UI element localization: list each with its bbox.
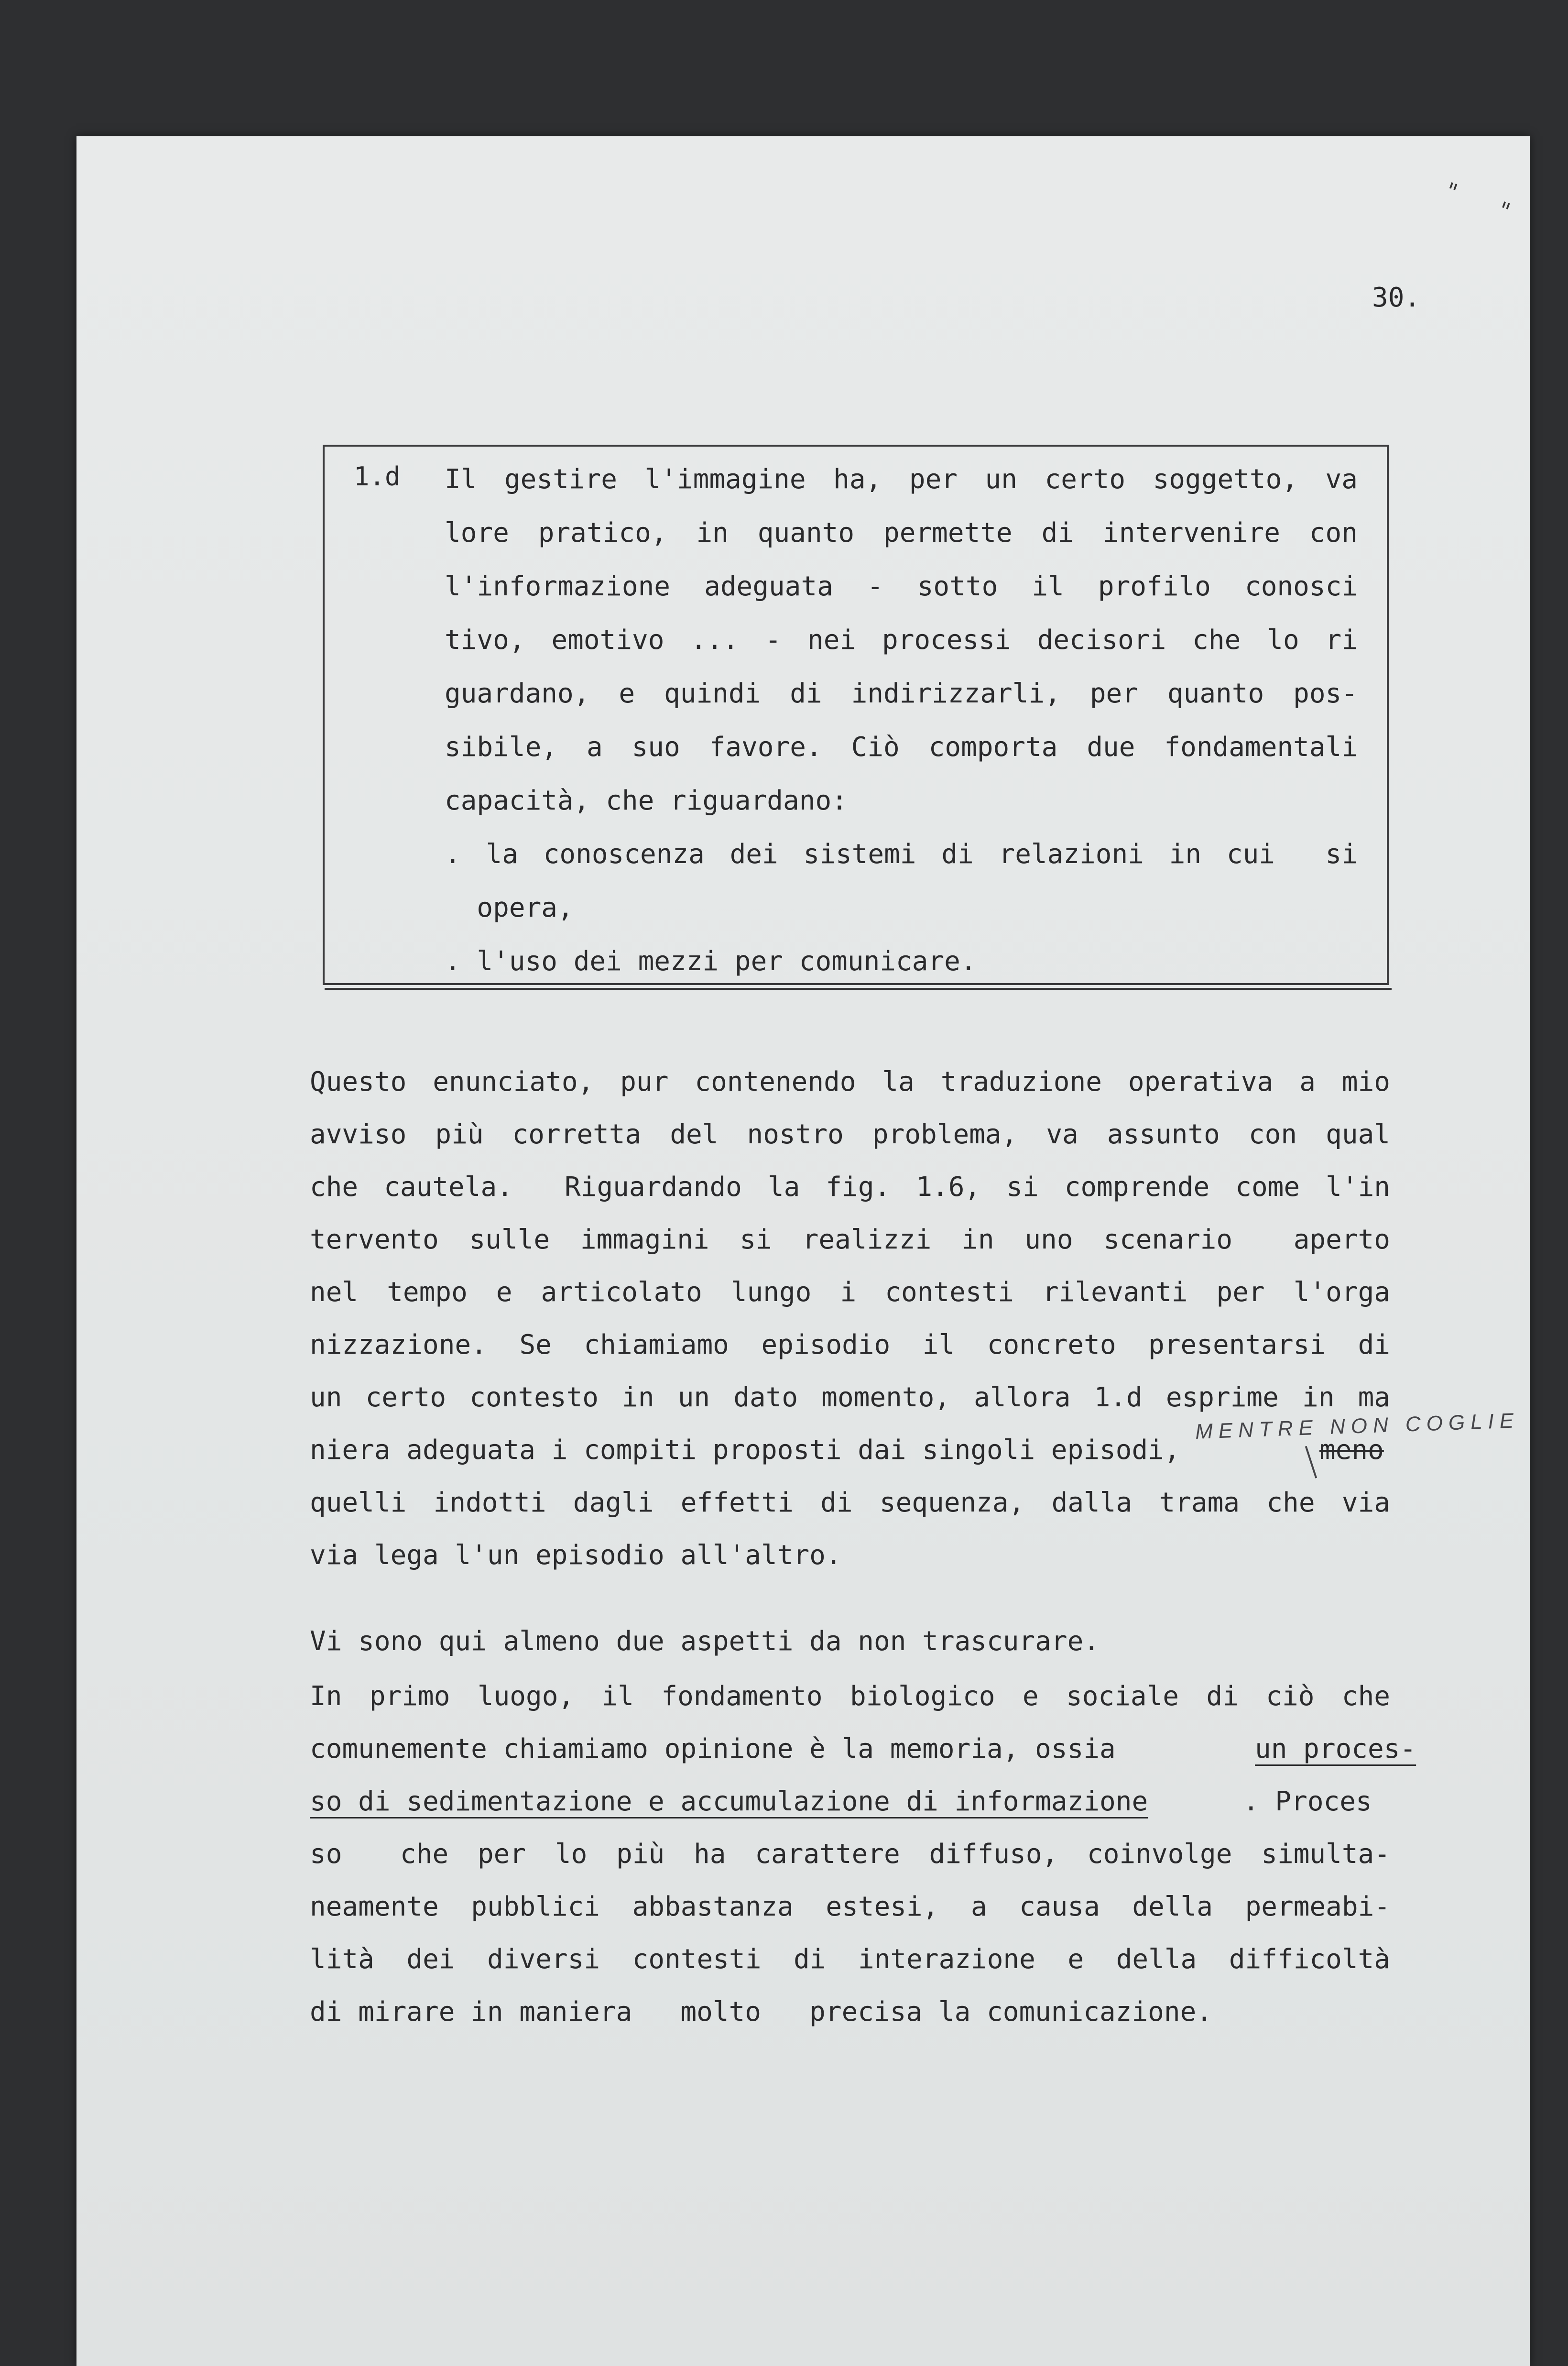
underlined-phrase: so di sedimentazione e accumulazione di informazione bbox=[310, 1786, 1148, 1817]
box-shadow-rule bbox=[325, 988, 1392, 990]
box-line: . l'uso dei mezzi per comunicare. bbox=[445, 946, 977, 977]
box-line: . la conoscenza dei sistemi di relazioni in cui si bbox=[445, 839, 1358, 870]
paragraph1-line: nel tempo e articolato lungo i contesti rilevanti per l'orga bbox=[310, 1277, 1390, 1308]
box-line: capacità, che riguardano: bbox=[445, 785, 848, 816]
box-line: opera, bbox=[445, 892, 574, 923]
paragraph2-line: comunemente chiamiamo opinione è la memoria, ossia bbox=[310, 1733, 1116, 1764]
paragraph1-line: quelli indotti dagli effetti di sequenza, dalla trama che via bbox=[310, 1487, 1390, 1518]
paragraph2-line: Vi sono qui almeno due aspetti da non trascurare. bbox=[310, 1626, 1100, 1657]
paragraph1-line: via lega l'un episodio all'altro. bbox=[310, 1540, 842, 1571]
paragraph2-line: . Proces bbox=[1243, 1786, 1372, 1817]
paragraph1-line: tervento sulle immagini si realizzi in uno scenario aperto bbox=[310, 1224, 1390, 1255]
paragraph1-line: avviso più corretta del nostro problema, va assunto con qual bbox=[310, 1119, 1390, 1150]
paragraph1-line: niera adeguata i compiti proposti dai singoli episodi, bbox=[310, 1435, 1180, 1466]
box-line: sibile, a suo favore. Ciò comporta due fondamentali bbox=[445, 732, 1358, 763]
corner-marks: " " bbox=[1441, 177, 1532, 232]
handwritten-insert: MENTRE NON COGLIE bbox=[1195, 1409, 1520, 1444]
paragraph2-line: lità dei diversi contesti di interazione e della difficoltà bbox=[310, 1944, 1390, 1975]
paragraph2-line: di mirare in maniera molto precisa la comunicazione. bbox=[310, 1996, 1213, 2027]
box-line: Il gestire l'immagine ha, per un certo soggetto, va bbox=[445, 464, 1358, 495]
paragraph1-line: nizzazione. Se chiamiamo episodio il concreto presentarsi di bbox=[310, 1329, 1390, 1360]
struck-word: meno bbox=[1319, 1435, 1384, 1466]
box-line: tivo, emotivo ... - nei processi decisori che lo ri bbox=[445, 624, 1358, 656]
paragraph2-line: neamente pubblici abbastanza estesi, a causa della permeabi- bbox=[310, 1891, 1390, 1922]
underlined-phrase: un proces- bbox=[1255, 1733, 1416, 1764]
paragraph2-line: In primo luogo, il fondamento biologico e sociale di ciò che bbox=[310, 1681, 1390, 1712]
paragraph2-line: so che per lo più ha carattere diffuso, coinvolge simulta- bbox=[310, 1839, 1390, 1870]
statement-label: 1.d bbox=[354, 461, 401, 492]
paragraph1-line: Questo enunciato, pur contenendo la traduzione operativa a mio bbox=[310, 1066, 1390, 1097]
page-number: 30. bbox=[1372, 282, 1421, 313]
box-line: lore pratico, in quanto permette di intervenire con bbox=[445, 517, 1358, 548]
paragraph1-line: che cautela. Riguardando la fig. 1.6, si comprende come l'in bbox=[310, 1172, 1390, 1203]
paragraph1-line: un certo contesto in un dato momento, allora 1.d esprime in ma bbox=[310, 1382, 1390, 1413]
box-line: guardano, e quindi di indirizzarli, per quanto pos- bbox=[445, 678, 1358, 709]
box-line: l'informazione adeguata - sotto il profilo conosci bbox=[445, 571, 1358, 602]
